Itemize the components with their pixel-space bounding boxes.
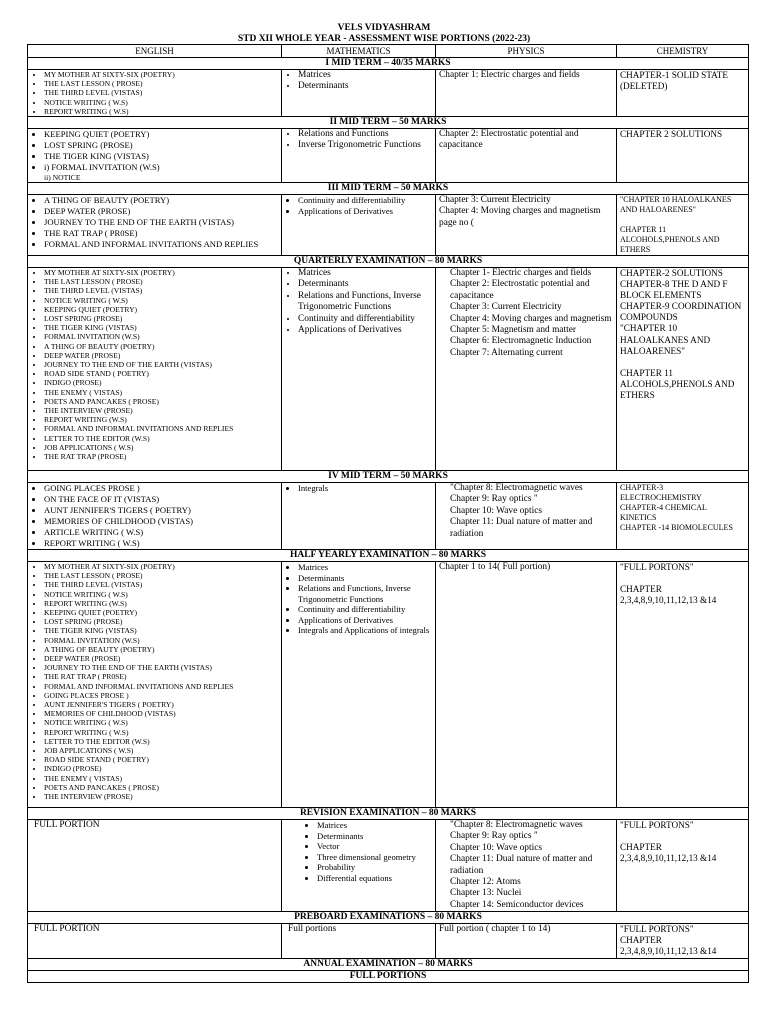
column-physics: PHYSICS	[436, 45, 617, 58]
topic-item: • GOING PLACES PROSE )	[44, 483, 278, 494]
topic-item: • Matrices	[298, 268, 432, 279]
topic-line	[620, 831, 745, 842]
portions-table	[27, 44, 749, 983]
maths-cell	[282, 820, 436, 912]
topic-item: • MY MOTHER AT SIXTY-SIX (POETRY)	[44, 268, 278, 277]
topic-item: • THE THIRD LEVEL (VISTAS)	[44, 580, 278, 589]
topic-item: • THE RAT TRAP (PROSE)	[44, 452, 278, 461]
section-header-row	[28, 808, 749, 820]
maths-topic-list	[285, 268, 432, 336]
topic-item: • JOURNEY TO THE END OF THE EARTH (VISTAS)	[44, 663, 278, 672]
section-title: ANNUAL EXAMINATION – 80 MARKS	[28, 958, 749, 970]
topic-line: Chapter 7: Alternating current	[450, 347, 563, 358]
topic-item: • REPORT WRITING ( W.S)	[44, 107, 278, 116]
topic-line	[620, 215, 745, 225]
topic-item: • Determinants	[298, 573, 432, 584]
topic-line: Chapter 11: Dual nature of matter and radiation	[450, 854, 593, 876]
maths-cell	[282, 129, 436, 183]
topic-item: • AUNT JENNIFER'S TIGERS ( POETRY)	[44, 505, 278, 516]
topic-item: • Probability	[317, 862, 432, 873]
topic-item: • Continuity and differentiability	[298, 314, 432, 325]
english-topic-list	[31, 268, 278, 461]
maths-topic-list	[285, 562, 432, 636]
physics-topics	[439, 70, 613, 81]
topic-line: "Chapter 8: Electromagnetic waves	[450, 483, 583, 494]
chemistry-topics	[620, 562, 745, 606]
topic-item: • NOTICE WRITING ( W.S)	[44, 98, 278, 107]
section-title: IV MID TERM – 50 MARKS	[28, 471, 749, 483]
chemistry-topics	[620, 924, 745, 957]
topic-item: • FORMAL INVITATION (W.S)	[44, 636, 278, 645]
topic-item: • THE THIRD LEVEL (VISTAS)	[44, 88, 278, 97]
topic-item: • LOST SPRING (PROSE)	[44, 617, 278, 626]
topic-item: • MEMORIES OF CHILDHOOD (VISTAS)	[44, 709, 278, 718]
topic-item: • LOST SPRING (PROSE)	[44, 314, 278, 323]
topic-line	[620, 573, 745, 584]
section-header-row	[28, 117, 749, 129]
topic-line: Chapter 11: Dual nature of matter and radiation	[450, 517, 593, 539]
topic-item: • ROAD SIDE STAND ( POETRY)	[44, 369, 278, 378]
chemistry-topics	[620, 195, 745, 255]
topic-line: CHAPTER	[620, 584, 662, 595]
topic-item: • REPORT WRITING ( W.S)	[44, 538, 278, 549]
chemistry-cell	[617, 268, 749, 471]
section-content-row	[28, 970, 749, 982]
topic-line: CHAPTER	[620, 842, 662, 853]
english-topic-list	[31, 195, 278, 250]
physics-topics	[450, 820, 613, 911]
topic-line: CHAPTER-1 SOLID STATE	[620, 70, 728, 80]
topic-item: • Relations and Functions, Inverse Trigonometric Functions	[298, 583, 432, 604]
topic-item: • Vector	[317, 841, 432, 852]
topic-line: 2,3,4,8,9,10,11,12,13 &14	[620, 853, 717, 864]
topic-line: Chapter 2: Electrostatic potential and capacitance	[439, 129, 579, 151]
chemistry-topics	[620, 129, 745, 140]
topic-item: • THE INTERVIEW (PROSE)	[44, 792, 278, 801]
section-title: QUARTERLY EXAMINATION – 80 MARKS	[28, 256, 749, 268]
topic-line	[620, 357, 745, 368]
english-topic-list	[31, 129, 278, 173]
topic-item: • Relations and Functions, Inverse Trigonometric Functions	[298, 291, 432, 314]
topic-item: • REPORT WRITING (W.S)	[44, 599, 278, 608]
topic-item: • JOURNEY TO THE END OF THE EARTH (VISTAS)	[44, 217, 278, 228]
physics-cell	[436, 268, 617, 471]
chemistry-cell	[617, 820, 749, 912]
topic-item: • THE LAST LESSON ( PROSE)	[44, 277, 278, 286]
section-content-row	[28, 268, 749, 471]
topic-item: • ON THE FACE OF IT (VISTAS)	[44, 494, 278, 505]
english-extra-line: ii) NOTICE	[44, 173, 81, 183]
section-content-row	[28, 70, 749, 117]
school-name: VELS VIDYASHRAM	[337, 23, 431, 33]
section-header-row	[28, 550, 749, 562]
topic-item: • THE RAT TRAP ( PR0SE)	[44, 672, 278, 681]
topic-line: "CHAPTER 10 HALOALKANES AND HALOARENES"	[620, 195, 732, 215]
topic-item: • NOTICE WRITING ( W.S)	[44, 718, 278, 727]
topic-item: • Determinants	[298, 279, 432, 290]
topic-item: • ROAD SIDE STAND ( POETRY)	[44, 755, 278, 764]
topic-item: • Three dimensional geometry	[317, 852, 432, 863]
physics-cell	[436, 70, 617, 117]
section-header-row	[28, 58, 749, 70]
topic-item: • THE TIGER KING (VISTAS)	[44, 323, 278, 332]
physics-cell	[436, 820, 617, 912]
topic-item: • THE RAT TRAP ( PR0SE)	[44, 228, 278, 239]
section-title: HALF YEARLY EXAMINATION – 80 MARKS	[28, 550, 749, 562]
topic-item: • GOING PLACES PROSE )	[44, 691, 278, 700]
topic-item: • Applications of Derivatives	[298, 206, 432, 217]
topic-line: Chapter 10: Wave optics	[450, 505, 543, 516]
topic-line: Chapter 3: Current Electricity	[450, 302, 562, 313]
topic-item: • FORMAL AND INFORMAL INVITATIONS AND REPLIES	[44, 424, 278, 433]
topic-item: • FORMAL INVITATION (W.S)	[44, 332, 278, 341]
maths-topic-list	[285, 820, 432, 883]
maths-topic-list	[285, 70, 432, 93]
topic-item: • Differential equations	[317, 873, 432, 884]
topic-item: • MEMORIES OF CHILDHOOD (VISTAS)	[44, 516, 278, 527]
column-chemistry: CHEMISTRY	[617, 45, 749, 58]
physics-cell	[436, 483, 617, 550]
topic-item: • Applications of Derivatives	[298, 615, 432, 626]
chemistry-cell	[617, 924, 749, 958]
maths-cell	[282, 70, 436, 117]
topic-line: CHAPTER-3 ELECTROCHEMISTRY	[620, 483, 702, 503]
topic-line: Chapter 6: Electromagnetic Induction	[450, 336, 592, 347]
section-title: II MID TERM – 50 MARKS	[28, 117, 749, 129]
topic-line: Chapter 1- Electric charges and fields	[450, 268, 592, 279]
section-header-row	[28, 471, 749, 483]
topic-line: CHAPTER 11	[620, 225, 667, 235]
topic-line: "FULL PORTONS"	[620, 924, 694, 935]
topic-item: • THE TIGER KING (VISTAS)	[44, 151, 278, 162]
topic-item: • THE ENEMY ( VISTAS)	[44, 774, 278, 783]
topic-line: 2,3,4,8,9,10,11,12,13 &14	[620, 946, 717, 957]
topic-item: • THE LAST LESSON ( PROSE)	[44, 79, 278, 88]
section-header-row	[28, 912, 749, 924]
physics-topics	[439, 129, 613, 152]
topic-item: • REPORT WRITING ( W.S)	[44, 728, 278, 737]
topic-line: Chapter 13: Nuclei	[450, 888, 522, 899]
topic-line: Chapter 4: Moving charges and magnetism page no (	[439, 206, 601, 228]
section-title: III MID TERM – 50 MARKS	[28, 183, 749, 195]
topic-item: • A THING OF BEAUTY (POETRY)	[44, 195, 278, 206]
annual-full-portions: FULL PORTIONS	[28, 970, 749, 982]
section-title: I MID TERM – 40/35 MARKS	[28, 58, 749, 70]
section-content-row	[28, 820, 749, 912]
physics-topics	[450, 268, 613, 359]
topic-line: CHAPTER-2 SOLUTIONS	[620, 268, 723, 279]
topic-item: • Inverse Trigonometric Functions	[298, 140, 432, 151]
topic-item: • Determinants	[298, 81, 432, 92]
topic-item: • Relations and Functions	[298, 129, 432, 140]
topic-item: • LOST SPRING (PROSE)	[44, 140, 278, 151]
english-topic-list	[31, 483, 278, 549]
chemistry-topics	[620, 70, 745, 92]
maths-cell	[282, 195, 436, 256]
section-content-row	[28, 924, 749, 958]
topic-item: • ARTICLE WRITING ( W.S)	[44, 527, 278, 538]
physics-topics	[439, 924, 613, 935]
maths-topic-list	[285, 195, 432, 216]
topic-item: • NOTICE WRITING ( W.S)	[44, 590, 278, 599]
topic-item: • THE THIRD LEVEL (VISTAS)	[44, 286, 278, 295]
physics-cell	[436, 195, 617, 256]
english-full-portion: FULL PORTION	[34, 820, 100, 831]
topic-item: • Matrices	[298, 562, 432, 573]
column-english: ENGLISH	[28, 45, 282, 58]
english-cell	[28, 924, 282, 958]
topic-item: • JOB APPLICATIONS ( W.S)	[44, 746, 278, 755]
topic-item: • POETS AND PANCAKES ( PROSE)	[44, 783, 278, 792]
document-title: STD XII WHOLE YEAR - ASSESSMENT WISE PORTIONS (2022-23)	[237, 34, 531, 44]
topic-line: CHAPTER-8 THE D AND F BLOCK ELEMENTS	[620, 279, 728, 301]
maths-topic-list	[285, 483, 432, 494]
topic-line: CHAPTER-9 COORDINATION COMPOUNDS	[620, 301, 742, 323]
physics-cell	[436, 924, 617, 958]
english-cell	[28, 195, 282, 256]
chemistry-cell	[617, 70, 749, 117]
section-content-row	[28, 483, 749, 550]
chemistry-cell	[617, 483, 749, 550]
section-header-row	[28, 958, 749, 970]
topic-line: Chapter 12: Atoms	[450, 877, 521, 888]
topic-line: Chapter 1 to 14( Full portion)	[439, 562, 551, 573]
chemistry-cell	[617, 195, 749, 256]
topic-line: Chapter 10: Wave optics	[450, 842, 543, 853]
topic-item: • KEEPING QUIET (POETRY)	[44, 129, 278, 140]
topic-item: • i) FORMAL INVITATION (W.S)	[44, 162, 278, 173]
physics-cell	[436, 129, 617, 183]
physics-topics	[439, 195, 613, 229]
topic-line: CHAPTER 2 SOLUTIONS	[620, 129, 723, 140]
topic-item: • INDIGO (PROSE)	[44, 764, 278, 773]
topic-item: • NOTICE WRITING ( W.S)	[44, 296, 278, 305]
english-cell	[28, 483, 282, 550]
maths-cell	[282, 483, 436, 550]
topic-line: "CHAPTER 10 HALOALKANES AND HALOARENES"	[620, 323, 711, 356]
topic-item: • Matrices	[317, 820, 432, 831]
topic-item: • THE LAST LESSON ( PROSE)	[44, 571, 278, 580]
topic-line: Chapter 9: Ray optics "	[450, 831, 538, 842]
section-header-row	[28, 256, 749, 268]
topic-item: • MY MOTHER AT SIXTY-SIX (POETRY)	[44, 562, 278, 571]
topic-line: CHAPTER 11 ALCOHOLS,PHENOLS AND ETHERS	[620, 367, 735, 401]
topic-item: • THE ENEMY ( VISTAS)	[44, 388, 278, 397]
physics-topics	[439, 562, 613, 573]
topic-item: • JOURNEY TO THE END OF THE EARTH (VISTAS)	[44, 360, 278, 369]
chemistry-cell	[617, 129, 749, 183]
english-cell	[28, 820, 282, 912]
topic-item: • LETTER TO THE EDITOR (W.S)	[44, 434, 278, 443]
topic-item: • Determinants	[317, 831, 432, 842]
english-cell	[28, 268, 282, 471]
topic-item: • THE TIGER KING (VISTAS)	[44, 626, 278, 635]
topic-item: • REPORT WRITING (W.S)	[44, 415, 278, 424]
maths-cell	[282, 562, 436, 808]
topic-item: • AUNT JENNIFER'S TIGERS ( POETRY)	[44, 700, 278, 709]
chemistry-cell	[617, 562, 749, 808]
physics-topics	[450, 483, 613, 540]
topic-item: • Applications of Derivatives	[298, 325, 432, 336]
topic-item: • Continuity and differentiability	[298, 195, 432, 206]
topic-line: Chapter 4: Moving charges and magnetism	[450, 313, 612, 324]
section-title: REVISION EXAMINATION – 80 MARKS	[28, 808, 749, 820]
topic-item: • Matrices	[298, 70, 432, 81]
topic-item: • LETTER TO THE EDITOR (W.S)	[44, 737, 278, 746]
topic-item: • KEEPING QUIET (POETRY)	[44, 305, 278, 314]
topic-line: Chapter 5: Magnetism and matter	[450, 325, 577, 336]
topic-item: • THE INTERVIEW (PROSE)	[44, 406, 278, 415]
topic-item: • FORMAL AND INFORMAL INVITATIONS AND REPLIES	[44, 682, 278, 691]
topic-line: "FULL PORTONS"	[620, 562, 694, 573]
topic-line: Chapter 1: Electric charges and fields	[439, 70, 580, 80]
topic-item: • POETS AND PANCAKES ( PROSE)	[44, 397, 278, 406]
chemistry-topics	[620, 268, 745, 401]
physics-cell	[436, 562, 617, 808]
topic-line: CHAPTER -14 BIOMOLECULES	[620, 523, 733, 533]
topic-item: • KEEPING QUIET (POETRY)	[44, 608, 278, 617]
maths-cell	[282, 268, 436, 471]
chemistry-topics	[620, 483, 745, 533]
topic-item: • INDIGO (PROSE)	[44, 378, 278, 387]
topic-line: Chapter 14: Semiconductor devices	[450, 899, 584, 910]
topic-item: • DEEP WATER (PROSE)	[44, 654, 278, 663]
topic-item: • DEEP WATER (PROSE)	[44, 206, 278, 217]
english-cell	[28, 70, 282, 117]
topic-line: 2,3,4,8,9,10,11,12,13 &14	[620, 595, 717, 606]
english-cell	[28, 562, 282, 808]
section-content-row	[28, 129, 749, 183]
section-title: PREBOARD EXAMINATIONS – 80 MARKS	[28, 912, 749, 924]
topic-line: Chapter 2: Electrostatic potential and capacitance	[450, 279, 590, 301]
chemistry-topics	[620, 820, 745, 864]
english-topic-list	[31, 562, 278, 801]
english-cell	[28, 129, 282, 183]
topic-line: "Chapter 8: Electromagnetic waves	[450, 820, 583, 831]
topic-item: • A THING OF BEAUTY (POETRY)	[44, 645, 278, 654]
topic-line: "FULL PORTONS"	[620, 820, 694, 831]
section-content-row	[28, 195, 749, 256]
topic-line: Chapter 3: Current Electricity	[439, 195, 551, 206]
topic-line: ALCOHOLS,PHENOLS AND ETHERS	[620, 235, 720, 255]
topic-item: • Continuity and differentiability	[298, 604, 432, 615]
topic-line: Full portion ( chapter 1 to 14)	[439, 924, 551, 935]
topic-line: Chapter 9: Ray optics "	[450, 494, 538, 505]
topic-item: • JOB APPLICATIONS ( W.S)	[44, 443, 278, 452]
column-header-row	[28, 45, 749, 58]
topic-item: • MY MOTHER AT SIXTY-SIX (POETRY)	[44, 70, 278, 79]
section-header-row	[28, 183, 749, 195]
topic-item: • FORMAL AND INFORMAL INVITATIONS AND REPLIES	[44, 239, 278, 250]
topic-item: • Integrals	[298, 483, 432, 494]
topic-line: CHAPTER-4 CHEMICAL KINETICS	[620, 503, 707, 523]
column-mathematics: MATHEMATICS	[282, 45, 436, 58]
section-content-row	[28, 562, 749, 808]
topic-line: (DELETED)	[620, 81, 668, 92]
english-topic-list	[31, 70, 278, 116]
topic-item: • DEEP WATER (PROSE)	[44, 351, 278, 360]
maths-full-portion: Full portions	[288, 924, 337, 935]
maths-cell	[282, 924, 436, 958]
english-full-portion: FULL PORTION	[34, 924, 100, 935]
topic-item: • A THING OF BEAUTY (POETRY)	[44, 342, 278, 351]
topic-item: • Integrals and Applications of integrals	[298, 625, 432, 636]
maths-topic-list	[285, 129, 432, 152]
topic-line: CHAPTER	[620, 935, 662, 946]
